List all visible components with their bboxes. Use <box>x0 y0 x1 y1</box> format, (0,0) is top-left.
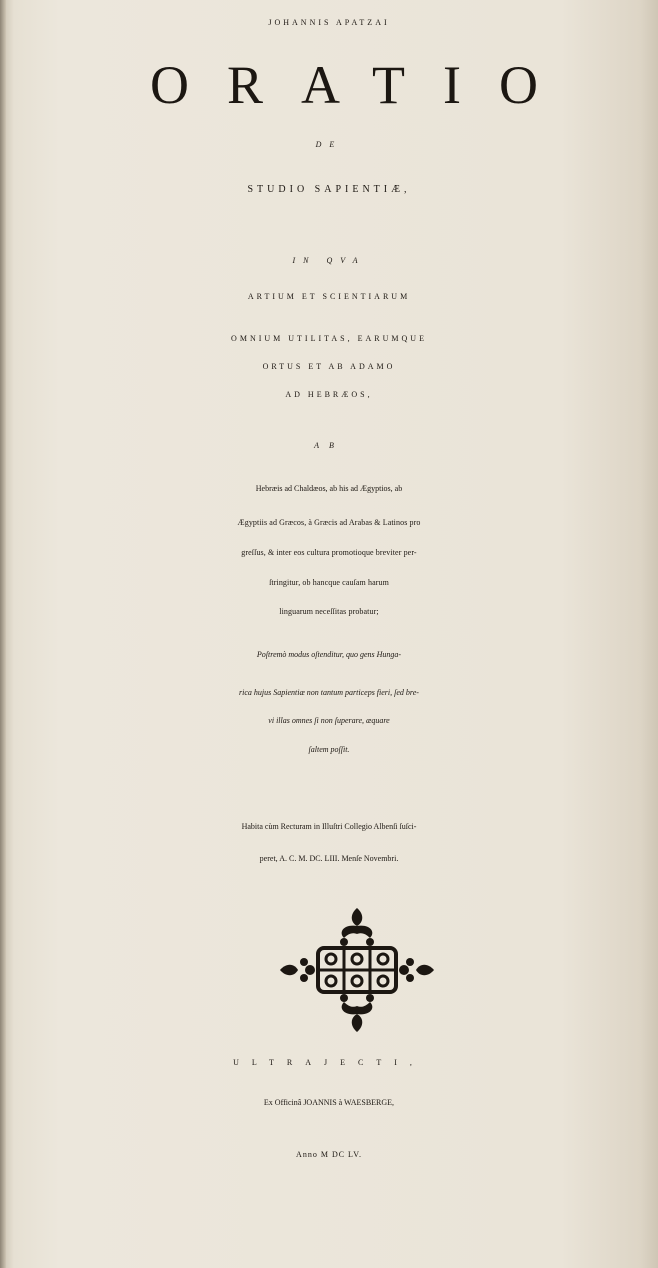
italic-line-1: Poſtremò modus oſtenditur, quo gens Hunga- <box>256 650 402 659</box>
body-line-2: Ægyptiis ad Græcos, à Græcis ad Arabas & Latinos pro <box>237 518 421 527</box>
in-qua-line: IN QVA <box>292 256 366 265</box>
ab-line: AB <box>314 441 344 450</box>
body-line-3: greſſus, & inter eos cultura promotioque breviter per- <box>241 548 417 557</box>
habita-line-2: peret, A. C. M. DC. LIII. Menſe Novembri. <box>259 854 399 863</box>
hebraeos-line: AD HEBRÆOS, <box>285 390 373 399</box>
body-line-5: linguarum neceſſitas probatur; <box>279 607 379 616</box>
year-line: Anno M DC LV. <box>296 1150 362 1159</box>
place-line: ULTRAJECTI, <box>233 1058 425 1067</box>
title-oratio: ORATIO <box>150 55 576 115</box>
ortus-line: ORTUS ET AB ADAMO <box>262 362 396 371</box>
author-line: JOHANNIS APATZAI <box>268 18 390 27</box>
printer-line: Ex Officinâ JOANNIS à WAESBERGE, <box>263 1098 395 1107</box>
italic-line-4: ſaltem poſſit. <box>308 745 350 754</box>
body-line-4: ſtringitur, ob hancque cauſam harum <box>269 578 389 587</box>
body-line-1: Hebræis ad Chaldæos, ab his ad Ægyptios, ab <box>255 484 403 493</box>
artium-line: ARTIUM ET SCIENTIARUM <box>247 292 411 301</box>
printers-fleuron-icon <box>278 906 436 1034</box>
habita-line-1: Habita cùm Recturam in Illuſtri Collegio Albenſi ſuſci- <box>241 822 417 831</box>
italic-line-3: vi illas omnes ſi non ſuperare, æquare <box>268 716 390 725</box>
title-de: DE <box>315 140 343 149</box>
title-subject: STUDIO SAPIENTIÆ, <box>247 184 411 195</box>
italic-line-2: rica hujus Sapientiæ non tantum particeps fieri, ſed bre- <box>239 688 419 697</box>
omnium-line: OMNIUM UTILITAS, EARUMQUE <box>231 334 427 343</box>
